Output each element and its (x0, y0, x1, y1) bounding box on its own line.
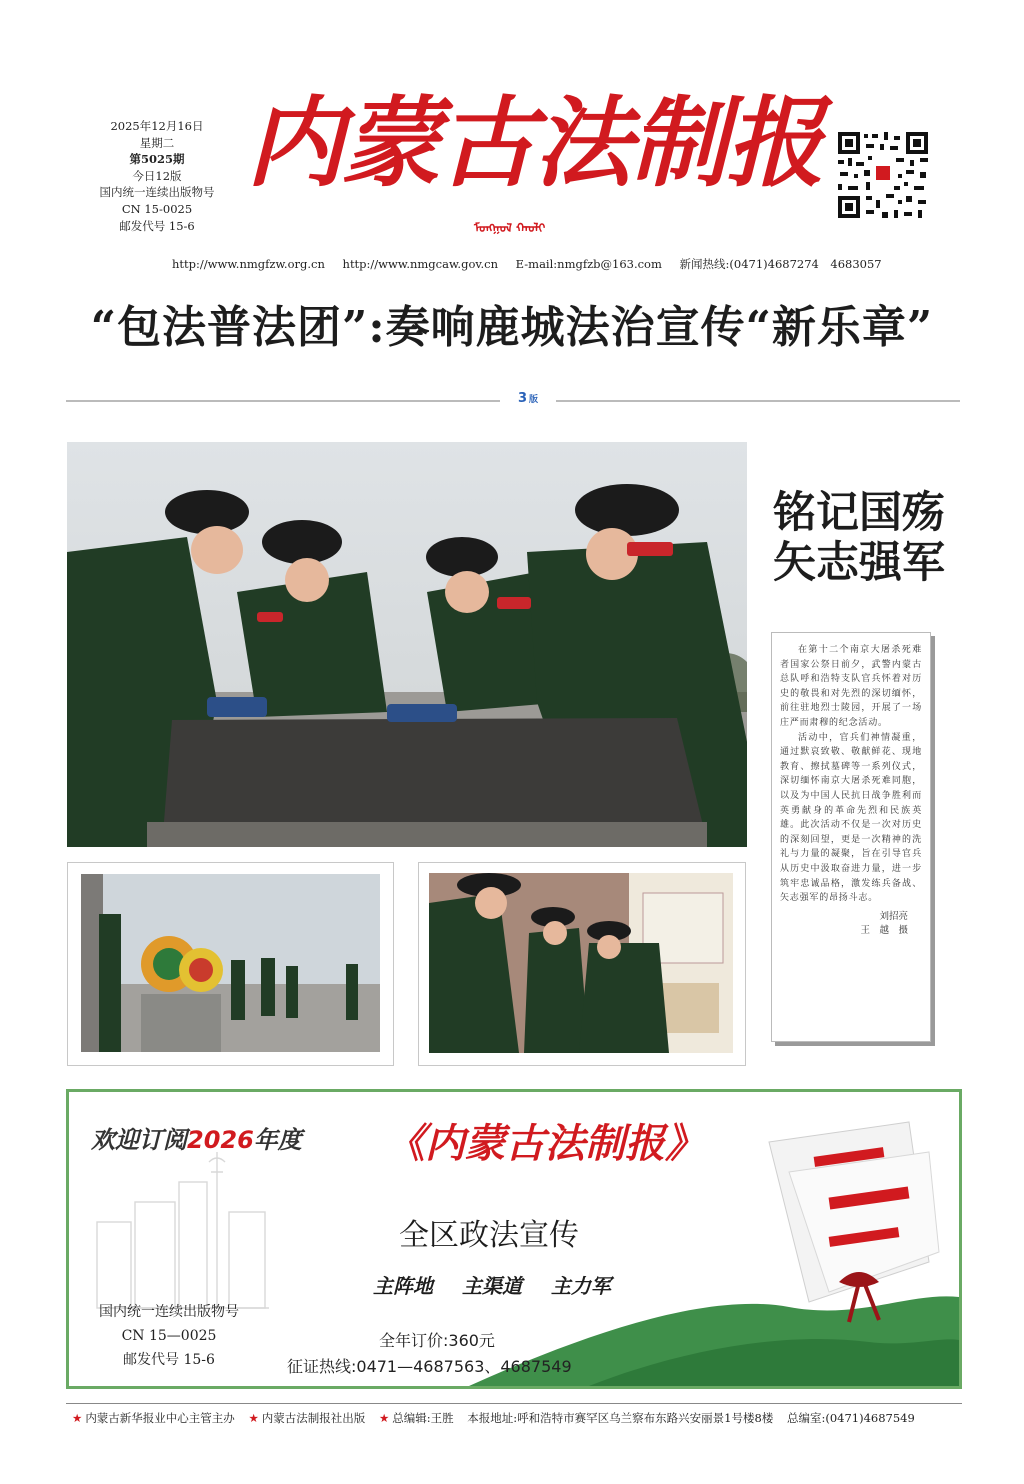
photo-exhibit (429, 873, 733, 1053)
ad-price: 全年订价:360元 (379, 1331, 495, 1350)
website-link-1[interactable]: http://www.nmgfzw.org.cn (172, 257, 325, 271)
feature-title-line-1: 铭记国殇 (773, 488, 945, 538)
lead-headline[interactable]: “包法普法团”:奏响鹿城法治宣传“新乐章” (90, 302, 934, 353)
issue-meta (92, 118, 222, 234)
photo-wreath (81, 874, 380, 1052)
main-photo (67, 442, 747, 847)
postal-code: 邮发代号 15-6 (119, 218, 195, 233)
footer-office: 总编室:(0471)4687549 (786, 1411, 915, 1425)
ad-postal-code: 邮发代号 15-6 (123, 1352, 215, 1368)
photo-exhibit-frame (418, 862, 746, 1066)
page-reference[interactable] (500, 388, 556, 410)
star-icon: ★ (378, 1411, 390, 1425)
ad-reg-label: 国内统一连续出版物号 (99, 1304, 239, 1320)
issue-pages: 今日12版 (132, 168, 182, 183)
issue-date: 2025年12月16日 (110, 119, 204, 133)
page-number: 3 (517, 391, 528, 406)
footer-editor-text: 总编辑:王胜 (392, 1411, 454, 1425)
qr-code-icon (836, 130, 930, 220)
article-paragraph-2: 活动中，官兵们神情凝重，通过默哀致敬、敬献鲜花、现地教育、擦拭墓碑等一系列仪式，深切缅怀南京大屠杀死难同胞，以及为中国人民抗日战争胜利而英勇献身的革命先烈和民族英雄。此次活动不仅是一次对历史的深刻回望，更是一次精神的洗礼与力量的凝聚，旨在引导官兵从历史中汲取奋进力量，进一步筑牢忠诚品格，激发练兵备战、矢志强军的昂扬斗志。 (780, 732, 922, 904)
reporter-byline: 刘招亮 (879, 910, 908, 922)
photo-wreath-frame (67, 862, 394, 1066)
ad-subtitle-1: 主阵地 (373, 1274, 433, 1298)
subscription-ad[interactable] (66, 1089, 962, 1389)
star-icon: ★ (248, 1411, 259, 1425)
news-hotline: 新闻热线:(0471)4687274 4683057 (679, 257, 882, 271)
email-link[interactable]: E-mail:nmgfzb@163.com (515, 257, 662, 271)
cn-number: CN 15-0025 (121, 201, 193, 216)
ad-hotline: 征证热线:0471—4687563、4687549 (287, 1357, 572, 1376)
newspaper-logo: 内蒙古法制报 (246, 86, 823, 201)
mongolian-title: ᠮᠣᠩᠭᠣᠯ ᠬᠠᠤᠯᠢ (474, 221, 546, 235)
ad-subtitle-2: 主渠道 (461, 1274, 522, 1298)
registration-label: 国内统一连续出版物号 (99, 185, 215, 200)
footer-divider (66, 1403, 962, 1404)
page-suffix: 版 (529, 395, 539, 405)
footer-item-press (248, 1411, 365, 1425)
footer-item-publisher (72, 1411, 235, 1425)
footer-publisher-text: 内蒙古新华报业中心主管主办 (85, 1411, 235, 1425)
website-link-2[interactable]: http://www.nmgcaw.gov.cn (342, 257, 499, 271)
ad-year-suffix: 年度 (253, 1125, 302, 1154)
ad-registration (89, 1300, 249, 1372)
ad-paper-name: 《内蒙古法制报》 (385, 1120, 705, 1167)
article-paragraph-1: 在第十二个南京大屠杀死难者国家公祭日前夕，武警内蒙古总队呼和浩特支队官兵怀着对历史的敬畏和对先烈的深切缅怀，前往驻地烈士陵园，开展了一场庄严而肃穆的纪念活动。 (780, 645, 922, 728)
issue-weekday: 星期二 (139, 135, 175, 150)
feature-title[interactable] (756, 488, 962, 588)
star-icon: ★ (72, 1411, 83, 1425)
ad-welcome (91, 1120, 302, 1155)
ad-slogan: 全区政法宣传 (399, 1218, 579, 1253)
ad-subtitle (373, 1270, 633, 1299)
photographer-byline: 王 越 摄 (860, 924, 908, 936)
contact-bar (172, 256, 892, 272)
ad-subtitle-3: 主力军 (550, 1274, 611, 1298)
issue-number: 第5025期 (129, 152, 185, 167)
footer-item-editor (379, 1411, 454, 1425)
feature-article (771, 632, 931, 1042)
feature-title-line-2: 矢志强军 (773, 538, 945, 588)
footer-press-text: 内蒙古法制报社出版 (261, 1411, 366, 1425)
ad-cn-number: CN 15—0025 (121, 1328, 217, 1344)
footer-address: 本报地址:呼和浩特市赛罕区乌兰察布东路兴安丽景1号楼8楼 (467, 1411, 774, 1425)
ad-welcome-text: 欢迎订阅 (91, 1125, 187, 1154)
page-footer (72, 1410, 972, 1426)
ad-year: 2026 (187, 1126, 254, 1154)
